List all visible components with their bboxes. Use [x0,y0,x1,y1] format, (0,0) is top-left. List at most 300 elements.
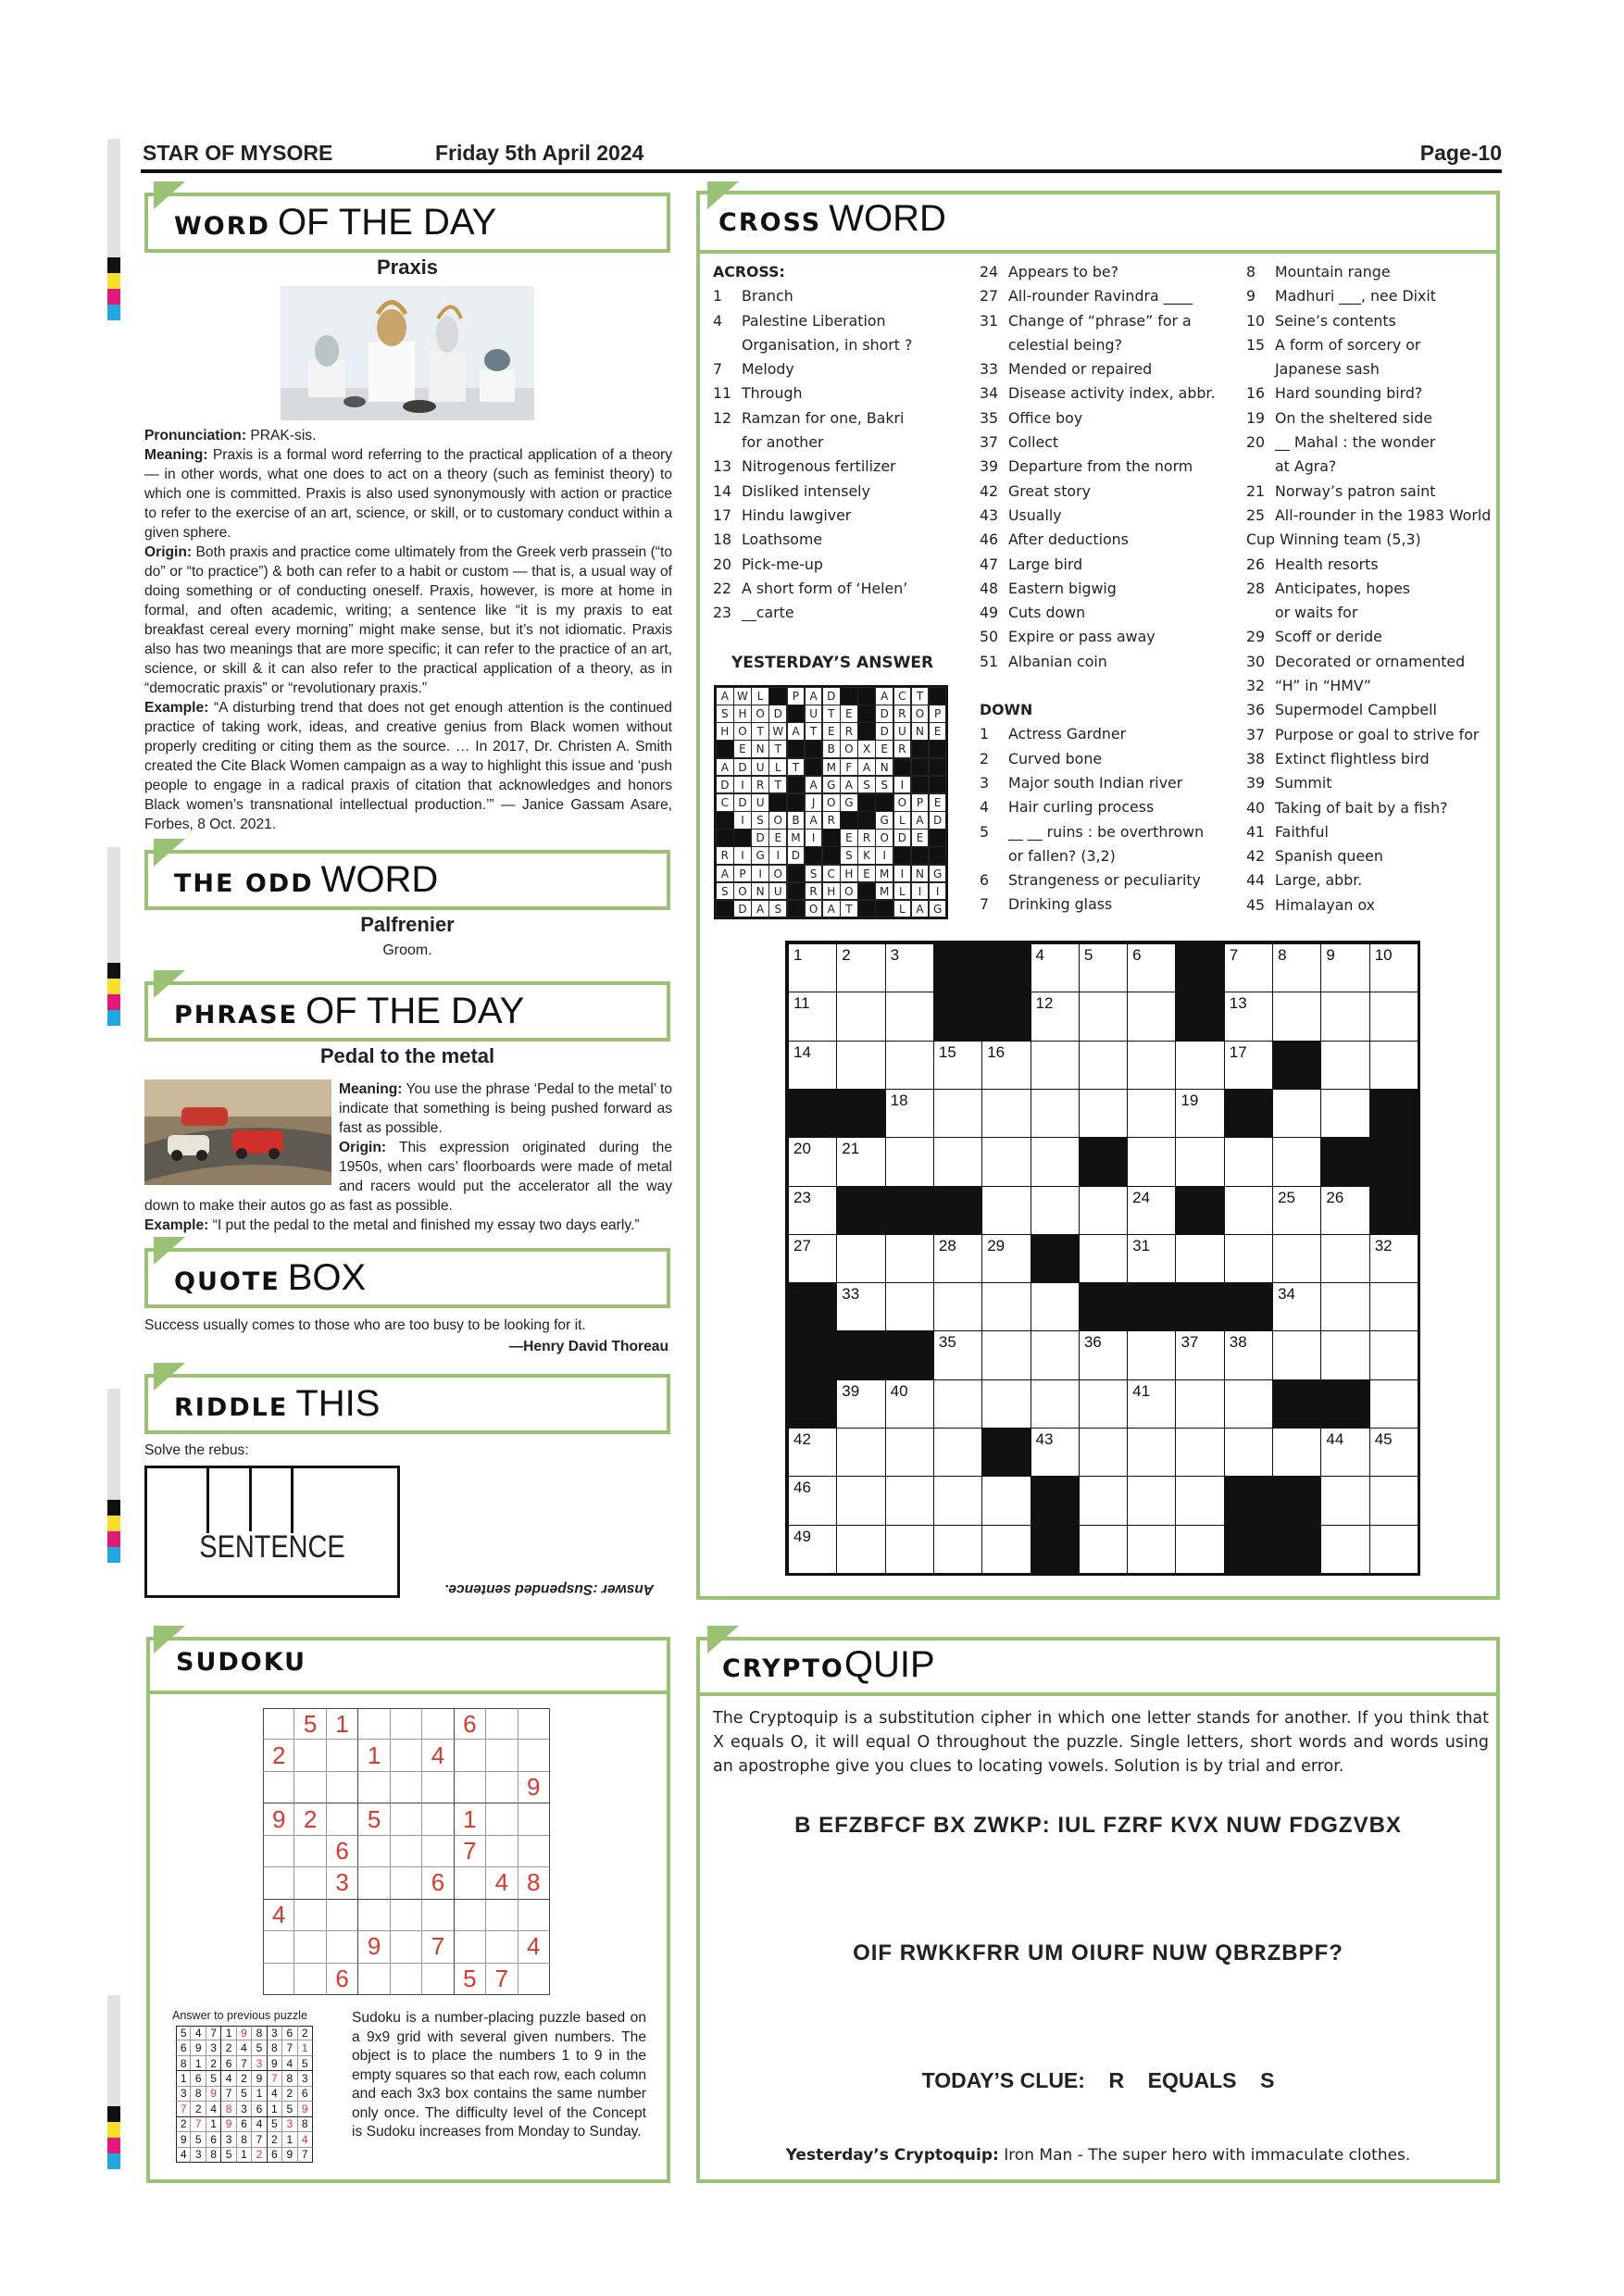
crossword-cell[interactable] [1272,943,1321,992]
crossword-cell[interactable] [1079,1525,1128,1574]
crossword-cell[interactable] [885,1428,934,1477]
sudoku-cell[interactable] [358,1836,390,1867]
answer-cell: D [875,722,893,741]
answer-cell: O [875,829,893,847]
sudoku-cell[interactable] [455,1931,486,1963]
sudoku-cell[interactable] [422,1836,454,1867]
sudoku-cell[interactable] [263,1867,294,1899]
crossword-cell[interactable] [1127,1428,1176,1477]
sudoku-cell: 7 [191,2117,206,2132]
clue: 16 Hard sounding bird? [1246,384,1423,403]
crossword-cell[interactable] [981,1282,1031,1331]
clue: 51 Albanian coin [980,652,1107,670]
crossword-cell[interactable] [885,943,934,992]
clue: 50 Expire or pass away [980,628,1156,646]
crossword-cell[interactable] [1175,1330,1224,1379]
answer-cell: N [911,865,930,883]
crossword-cell[interactable] [836,992,885,1041]
registration-marks [107,257,120,320]
sudoku-cell[interactable] [391,1740,422,1771]
sudoku-cell: 8 [518,1867,550,1899]
sudoku-cell[interactable] [263,1964,294,1995]
crossword-cell[interactable] [788,943,837,992]
answer-cell: O [840,882,858,901]
clue-number: 49 [793,1527,811,1545]
crossword-cell[interactable] [885,1525,934,1574]
crossword-cell[interactable] [1224,1330,1273,1379]
sudoku-cell[interactable] [455,1900,486,1931]
sudoku-cell[interactable] [391,1708,422,1740]
crossword-cell[interactable] [1272,1089,1321,1138]
crossword-cell[interactable] [836,1282,885,1331]
sudoku-cell[interactable] [391,1772,422,1803]
sudoku-cell[interactable] [486,1931,518,1963]
answer-cell: R [822,811,841,830]
sudoku-cell[interactable] [518,1740,550,1771]
crossword-cell[interactable] [981,1234,1031,1283]
answer-cell: W [768,722,787,741]
sudoku-cell[interactable] [455,1772,486,1803]
crossword-cell[interactable] [1127,1041,1176,1090]
crossword-cell[interactable] [933,1089,982,1138]
clue-number: 50 [1035,1527,1054,1545]
crossword-cell[interactable] [1031,943,1080,992]
crossword-cell[interactable] [788,1428,837,1477]
crossword-cell[interactable] [836,1234,885,1283]
crossword-cell[interactable] [1127,1089,1176,1138]
crossword-cell[interactable] [1320,1428,1369,1477]
sudoku-cell: 5 [268,2117,282,2132]
crossword-cell[interactable] [1320,1089,1369,1138]
riddle-answer: Answer :Suspended sentence. [444,1581,655,1597]
black-square [788,1330,837,1379]
crossword-cell[interactable] [885,1089,934,1138]
black-square [716,811,734,830]
black-square [840,811,858,830]
crossword-cell[interactable] [981,1089,1031,1138]
crossword-cell[interactable] [1175,1379,1224,1429]
crossword-cell[interactable] [1175,1041,1224,1090]
crossword-cell[interactable] [1369,943,1418,992]
answer-cell: O [822,793,841,812]
sudoku-cell[interactable] [263,1931,294,1963]
crossword-cell[interactable] [836,1428,885,1477]
crossword-cell[interactable] [1272,1234,1321,1283]
crossword-cell[interactable] [885,1137,934,1186]
phrase-title: Pedal to the metal [319,1044,495,1067]
sudoku-cell[interactable] [486,1772,518,1803]
crossword-cell[interactable] [981,1186,1031,1235]
sudoku-cell: 8 [206,2148,221,2163]
sudoku-cell: 2 [206,2056,221,2071]
sudoku-cell[interactable] [327,1931,358,1963]
crossword-cell[interactable] [1320,1330,1369,1379]
answer-cell: E [911,829,930,847]
crossword-cell[interactable] [1031,1186,1080,1235]
crossword-cell[interactable] [1369,1282,1418,1331]
clue: for another [742,433,824,452]
crossword-cell[interactable] [1031,1137,1080,1186]
answer-cell: A [716,758,734,777]
sudoku-cell: 6 [206,2132,221,2147]
registration-marks [107,1500,120,1563]
crossword-cell[interactable] [1127,943,1176,992]
crossword-cell[interactable] [1175,1428,1224,1477]
sudoku-grid[interactable] [263,1708,550,1995]
sudoku-cell: 2 [268,2132,282,2147]
black-square [840,687,858,705]
crossword-cell[interactable] [885,1041,934,1090]
clue: 1 Actress Gardner [980,725,1127,743]
sudoku-cell[interactable] [486,1803,518,1835]
sudoku-cell[interactable] [486,1708,518,1740]
odd-word-meaning: Groom. [382,942,432,958]
crossword-cell[interactable] [788,1137,837,1186]
clue-number: 21 [842,1140,860,1158]
black-square [788,1282,837,1331]
rebus-line [249,1468,252,1531]
clue: 13 Nitrogenous fertilizer [713,457,896,476]
black-square [787,740,806,758]
black-square [1224,1282,1273,1331]
sudoku-cell[interactable] [294,1867,326,1899]
answer-cell: P [787,687,806,705]
sudoku-cell: 9 [298,2102,313,2116]
crossword-cell[interactable] [885,1379,934,1429]
crossword-cell[interactable] [1320,1525,1369,1574]
clue: 39 Departure from the norm [980,457,1193,476]
sudoku-cell: 5 [455,1964,486,1995]
sudoku-cell[interactable] [391,1931,422,1963]
crossword-cell[interactable] [1127,992,1176,1041]
sudoku-cell[interactable] [263,1836,294,1867]
clue: Organisation, in short ? [742,335,913,354]
crossword-cell[interactable] [885,1476,934,1525]
crossword-cell[interactable] [981,1379,1031,1429]
clue-number: 35 [938,1333,956,1352]
crossword-cell[interactable] [1224,1041,1273,1090]
sudoku-cell[interactable] [294,1964,326,1995]
crossword-cell[interactable] [1369,1041,1418,1090]
sudoku-cell[interactable] [294,1900,326,1931]
sudoku-cell[interactable] [327,1803,358,1835]
black-square [1320,1137,1369,1186]
clue: 20 __ Mahal : the wonder [1246,433,1436,452]
sudoku-cell[interactable] [358,1708,390,1740]
crossword-cell[interactable] [1079,992,1128,1041]
crossword-cell[interactable] [1320,1282,1369,1331]
crossword-cell[interactable] [1127,1476,1176,1525]
clue-number: 26 [1326,1188,1344,1206]
crossword-cell[interactable] [1369,1379,1418,1429]
sudoku-cell: 7 [252,2132,267,2147]
crossword-cell[interactable] [1031,992,1080,1041]
black-square [1272,1476,1321,1525]
sudoku-cell: 9 [263,1803,294,1835]
registration-marks [107,2106,120,2169]
crossword-cell[interactable] [1127,1525,1176,1574]
crossword-cell[interactable] [788,1476,837,1525]
sudoku-cell[interactable] [455,1740,486,1771]
crossword-cell[interactable] [1175,1089,1224,1138]
crossword-cell[interactable] [1079,1428,1128,1477]
crossword-cell[interactable] [1079,1330,1128,1379]
black-square [1224,1089,1273,1138]
crossword-cell[interactable] [1320,992,1369,1041]
clue-number: 41 [1132,1381,1151,1400]
sudoku-cell[interactable] [263,1708,294,1740]
cryptoquip-clue: TODAY’S CLUE: R EQUALS S [921,2068,1275,2092]
crossword-cell[interactable] [836,1041,885,1090]
crossword-cell[interactable] [1320,943,1369,992]
crossword-cell[interactable] [933,1330,982,1379]
crossword-cell[interactable] [1272,1282,1321,1331]
crossword-cell[interactable] [836,943,885,992]
crossword-cell[interactable] [788,992,837,1041]
across-clues-col2 [980,260,1216,917]
crossword-cell[interactable] [1320,1476,1369,1525]
crossword-cell[interactable] [933,1476,982,1525]
crossword-cell[interactable] [1272,1330,1321,1379]
crossword-cell[interactable] [933,1282,982,1331]
answer-cell: E [840,829,858,847]
sudoku-cell[interactable] [455,1867,486,1899]
crossword-cell[interactable] [788,1234,837,1283]
crossword-cell[interactable] [1224,992,1273,1041]
crossword-cell[interactable] [1031,1379,1080,1429]
crossword-cell[interactable] [1320,1234,1369,1283]
clue-number: 6 [1132,946,1142,964]
sudoku-cell: 6 [298,2087,313,2102]
crossword-cell[interactable] [885,1234,934,1283]
crossword-cell[interactable] [885,992,934,1041]
crossword-cell[interactable] [1272,1428,1321,1477]
sudoku-cell: 3 [252,2056,267,2071]
sudoku-cell[interactable] [518,1836,550,1867]
answer-cell: H [733,705,752,723]
answer-cell: T [840,900,858,918]
black-square [1369,1137,1418,1186]
sudoku-cell[interactable] [358,1867,390,1899]
flag-icon [154,181,191,209]
crossword-cell[interactable] [1175,1234,1224,1283]
black-square [768,793,787,812]
cryptoquip-yesterday: Yesterday’s Cryptoquip: Iron Man - The super hero with immaculate clothes. [785,2146,1411,2165]
crossword-cell[interactable] [836,1476,885,1525]
sudoku-cell: 6 [252,2102,267,2116]
sudoku-cell[interactable] [518,1708,550,1740]
sudoku-cell[interactable] [391,1964,422,1995]
answer-cell: O [911,705,930,723]
sudoku-cell[interactable] [422,1964,454,1995]
crossword-cell[interactable] [1224,1137,1273,1186]
crossword-cell[interactable] [1127,1234,1176,1283]
sudoku-cell[interactable] [518,1803,550,1835]
crossword-cell[interactable] [1175,1525,1224,1574]
crossword-cell[interactable] [1369,1234,1418,1283]
answer-cell: K [857,846,876,865]
rebus-line [206,1468,209,1533]
sudoku-cell: 6 [422,1867,454,1899]
quote-text: Success usually comes to those who are too busy to be looking for it. [144,1317,586,1333]
crossword-cell[interactable] [1224,1428,1273,1477]
crossword-cell[interactable] [885,1282,934,1331]
crossword-cell[interactable] [1224,1186,1273,1235]
crossword-cell[interactable] [1272,1186,1321,1235]
crossword-cell[interactable] [1031,1041,1080,1090]
crossword-cell[interactable] [1031,1089,1080,1138]
crossword-cell[interactable] [1320,1186,1369,1235]
sudoku-cell: 4 [422,1740,454,1771]
crossword-cell[interactable] [1031,1428,1080,1477]
answer-cell: T [787,758,806,777]
answer-cell: O [733,882,752,901]
sudoku-cell[interactable] [391,1900,422,1931]
sudoku-cell[interactable] [422,1772,454,1803]
crossword-cell[interactable] [788,1186,837,1235]
crossword-cell[interactable] [1369,1330,1418,1379]
crossword-cell[interactable] [1369,1525,1418,1574]
sudoku-cell[interactable] [327,1740,358,1771]
answer-cell: N [751,882,769,901]
answer-cell: T [768,776,787,794]
flag-icon [707,1626,744,1653]
sudoku-cell[interactable] [391,1867,422,1899]
crossword-cell[interactable] [1079,1186,1128,1235]
crossword-cell[interactable] [788,1525,837,1574]
clue-number: 3 [890,946,900,964]
answer-cell: W [733,687,752,705]
crossword-cell[interactable] [836,1379,885,1429]
crossword-cell[interactable] [1127,1330,1176,1379]
word-of-day-title-box: WORD OF THE DAY [144,193,670,253]
sudoku-cell[interactable] [486,1740,518,1771]
sudoku-cell[interactable] [486,1836,518,1867]
answer-cell: R [857,829,876,847]
answer-cell: I [805,829,823,847]
crossword-cell[interactable] [1079,1234,1128,1283]
crossword-cell[interactable] [933,1234,982,1283]
sudoku-cell[interactable] [358,1772,390,1803]
crossword-cell[interactable] [1079,1041,1128,1090]
crossword-cell[interactable] [1079,1089,1128,1138]
sudoku-answer-grid [176,2026,313,2163]
crossword-cell[interactable] [981,1330,1031,1379]
crossword-cell[interactable] [1127,1137,1176,1186]
crossword-cell[interactable] [933,1041,982,1090]
crossword-cell[interactable] [981,1476,1031,1525]
crossword-cell[interactable] [1369,1428,1418,1477]
crossword-cell[interactable] [1320,1041,1369,1090]
answer-cell: U [768,882,787,901]
paper-name: STAR OF MYSORE [143,141,333,165]
sudoku-cell[interactable] [327,1772,358,1803]
answer-cell: O [805,900,823,918]
crossword-cell[interactable] [836,1137,885,1186]
crossword-cell[interactable] [1175,1137,1224,1186]
crossword-cell[interactable] [1224,943,1273,992]
crossword-cell[interactable] [933,1428,982,1477]
sudoku-cell: 2 [263,1740,294,1771]
crossword-cell[interactable] [933,1379,982,1429]
sudoku-cell[interactable] [294,1772,326,1803]
crossword-cell[interactable] [1369,1476,1418,1525]
crossword-cell[interactable] [1224,1379,1273,1429]
crossword-cell[interactable] [1272,1137,1321,1186]
crossword-cell[interactable] [933,1525,982,1574]
crossword-cell[interactable] [981,1525,1031,1574]
sudoku-cell: 7 [455,1836,486,1867]
crossword-cell[interactable] [981,1137,1031,1186]
margin-strip [107,1995,120,2106]
crossword-cell[interactable] [836,1525,885,1574]
answer-cell: I [929,882,947,901]
cryptoquip-line-2: OIF RWKKFRR UM OIURF NUW QBRZBPF? [853,1940,1343,1965]
sudoku-cell[interactable] [263,1772,294,1803]
crossword-cell[interactable] [1369,992,1418,1041]
black-square [911,758,930,777]
sudoku-cell[interactable] [486,1900,518,1931]
answer-cell: R [840,722,858,741]
sudoku-cell[interactable] [294,1740,326,1771]
answer-cell: E [840,705,858,723]
clue-number: 25 [1278,1188,1295,1206]
sudoku-cell[interactable] [422,1803,454,1835]
sudoku-cell[interactable] [294,1836,326,1867]
crossword-cell[interactable] [933,1137,982,1186]
black-square [857,705,876,723]
sudoku-cell[interactable] [391,1836,422,1867]
sudoku-cell[interactable] [518,1900,550,1931]
crossword-cell[interactable] [1272,992,1321,1041]
sudoku-cell[interactable] [422,1708,454,1740]
sudoku-cell[interactable] [391,1803,422,1835]
black-square [1127,1282,1176,1331]
crossword-cell[interactable] [1175,1476,1224,1525]
sudoku-cell: 5 [221,2148,236,2163]
crossword-grid[interactable] [785,941,1420,1576]
crossword-cell[interactable] [1079,1476,1128,1525]
crossword-cell[interactable] [788,1041,837,1090]
crossword-cell[interactable] [1127,1186,1176,1235]
sudoku-cell[interactable] [518,1964,550,1995]
crossword-cell[interactable] [1031,1330,1080,1379]
crossword-cell[interactable] [981,1041,1031,1090]
sudoku-cell[interactable] [358,1964,390,1995]
clue: 44 Large, abbr. [1246,871,1363,890]
flag-icon [154,839,191,867]
sudoku-cell: 4 [518,1931,550,1963]
answer-cell: D [875,705,893,723]
sudoku-cell: 7 [298,2148,313,2163]
sudoku-cell[interactable] [327,1900,358,1931]
clue-number: 48 [1278,1479,1295,1497]
crossword-cell[interactable] [1127,1379,1176,1429]
sudoku-cell[interactable] [422,1900,454,1931]
clue: 21 Norway’s patron saint [1246,481,1436,500]
sudoku-cell[interactable] [358,1900,390,1931]
answer-cell: C [716,793,734,812]
crossword-cell[interactable] [1079,943,1128,992]
crossword-cell[interactable] [1031,1282,1080,1331]
black-square [787,793,806,812]
crossword-cell[interactable] [1224,1234,1273,1283]
phrase-definition: Meaning: You use the phrase ‘Pedal to the metal’ to indicate that something is being pushed forward as fast as possible. Origin: This expression originated during the 1950s, when cars’ floorboards were made of metal and racers would put the accelerator all the way down to make their autos go as fast as possible. Example: “I put the pedal to the metal and finished my essay two days early.” [144,1081,673,1233]
answer-cell: I [733,776,752,794]
sudoku-cell[interactable] [294,1931,326,1963]
crossword-cell[interactable] [1079,1379,1128,1429]
answer-cell: M [787,829,806,847]
